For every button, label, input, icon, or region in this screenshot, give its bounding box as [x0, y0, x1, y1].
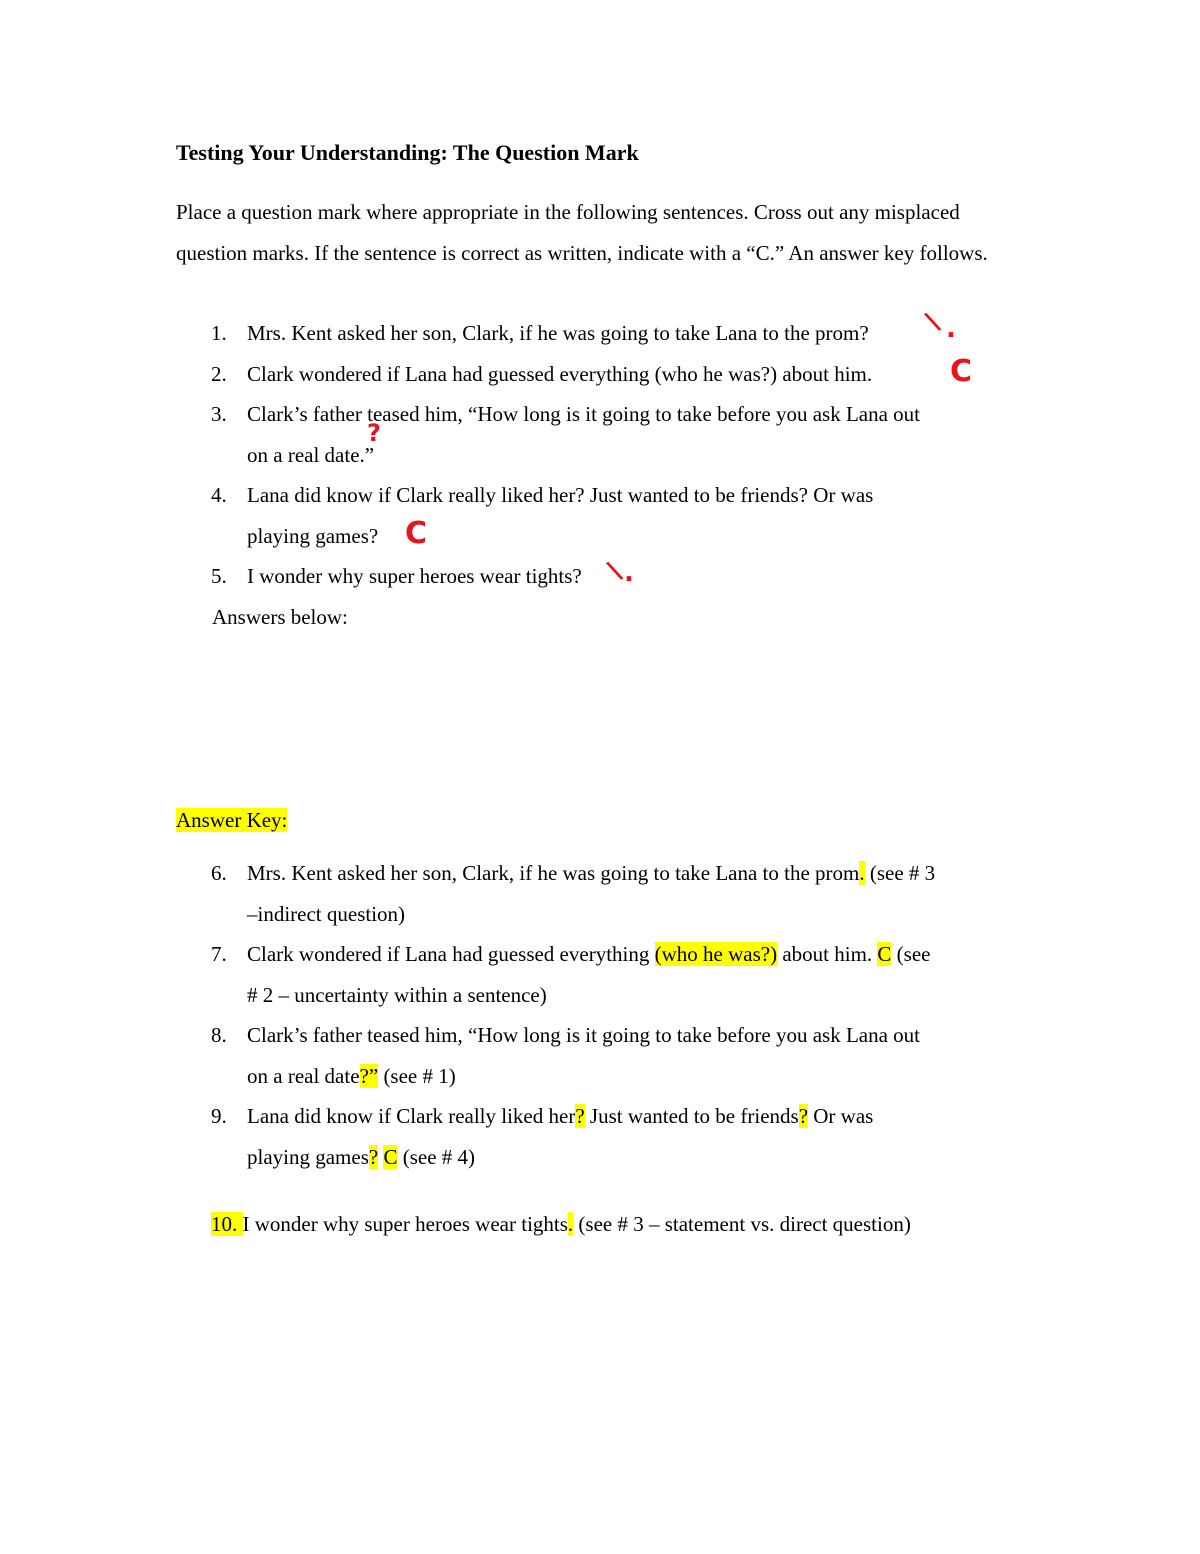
answer-key-heading-text: Answer Key:: [176, 808, 288, 832]
answer-note: (see # 1): [378, 1063, 456, 1088]
list-item: [176, 934, 1036, 1015]
answer-highlight: ?: [368, 1144, 379, 1169]
list-item: [176, 1096, 1036, 1177]
answer-note: (see # 3: [864, 861, 936, 885]
page-title: Testing Your Understanding: The Question Mark: [176, 140, 639, 165]
answer-text: Just wanted to be friends: [584, 1104, 799, 1128]
answer-text: playing games: [247, 1144, 369, 1169]
answer-note-continued: # 2 – uncertainty within a sentence): [247, 982, 547, 1007]
pen-period-mark-5: .: [624, 558, 634, 588]
list-item: [176, 313, 1036, 354]
question-list: [176, 313, 1036, 597]
item-number: 3.: [211, 402, 227, 426]
list-item: [176, 354, 1036, 395]
item-number-highlight: 10.: [211, 1212, 243, 1236]
item-number: 7.: [211, 942, 227, 966]
list-item: [176, 1015, 1036, 1096]
pen-period-mark-1: .: [946, 314, 956, 344]
answers-below-label: Answers below:: [212, 605, 348, 629]
answer-text: I wonder why super heroes wear tights: [242, 1212, 568, 1236]
answer-note: (see # 4): [397, 1144, 476, 1169]
answer-highlight: .: [567, 1212, 574, 1236]
list-item: [176, 475, 1036, 556]
item-text: Mrs. Kent asked her son, Clark, if he was going to take Lana to the prom?: [247, 321, 869, 345]
item-number: 1.: [211, 321, 227, 345]
answer-text: Mrs. Kent asked her son, Clark, if he was going to take Lana to the prom: [247, 861, 860, 885]
answer-text: on a real date: [247, 1063, 360, 1088]
item-text-continued: on a real date.”: [247, 442, 375, 467]
list-item: [176, 853, 1036, 934]
answer-highlight: ?: [575, 1104, 585, 1128]
answer-key-heading: [176, 800, 287, 841]
item-number: 4.: [211, 483, 227, 507]
answer-note: (see # 3 – statement vs. direct question): [573, 1212, 911, 1236]
item-text: I wonder why super heroes wear tights?: [247, 564, 582, 588]
answer-text: Clark wondered if Lana had guessed everything: [247, 942, 655, 966]
instructions: Place a question mark where appropriate in the following sentences. Cross out any misplaced question marks. If the sentence is correct as written, indicate with a “C.” An answer key follows.: [176, 200, 988, 265]
item-number: 6.: [211, 861, 227, 885]
item-number: 5.: [211, 564, 227, 588]
answer-highlight: ?”: [359, 1063, 379, 1088]
item-text: Clark wondered if Lana had guessed everything (who he was?) about him.: [247, 361, 873, 386]
item-number: 9.: [211, 1104, 227, 1128]
item-number: 8.: [211, 1023, 227, 1047]
pen-strike-mark-1: \: [922, 306, 944, 338]
list-item: [176, 394, 1036, 475]
item-text: Clark’s father teased him, “How long is it going to take before you ask Lana out: [247, 402, 920, 426]
answer-text: Clark’s father teased him, “How long is it going to take before you ask Lana out: [247, 1023, 920, 1047]
answer-text: Lana did know if Clark really liked her: [247, 1104, 576, 1128]
answer-highlight: ?: [798, 1104, 809, 1128]
item-number: 2.: [211, 361, 227, 386]
answer-list: [176, 853, 1036, 1177]
answer-highlight: C: [383, 1144, 398, 1169]
pen-question-mark-3: ?: [367, 419, 381, 447]
pen-correct-mark-4: C: [405, 516, 428, 551]
answer-text: about him.: [777, 942, 878, 966]
answer-highlight: C: [877, 942, 892, 966]
item-text: Lana did know if Clark really liked her? Just wanted to be friends? Or was: [247, 483, 874, 507]
item-text-continued: playing games?: [247, 523, 379, 548]
list-item-10: [211, 1204, 911, 1245]
answer-text: Or was: [808, 1104, 874, 1128]
answer-note: (see: [891, 942, 931, 966]
answer-highlight: .: [859, 861, 865, 885]
pen-strike-mark-5: \: [604, 555, 626, 587]
answer-highlight: (who he was?): [654, 942, 778, 966]
answer-note-continued: –indirect question): [247, 901, 406, 926]
pen-correct-mark-2: C: [950, 354, 973, 389]
